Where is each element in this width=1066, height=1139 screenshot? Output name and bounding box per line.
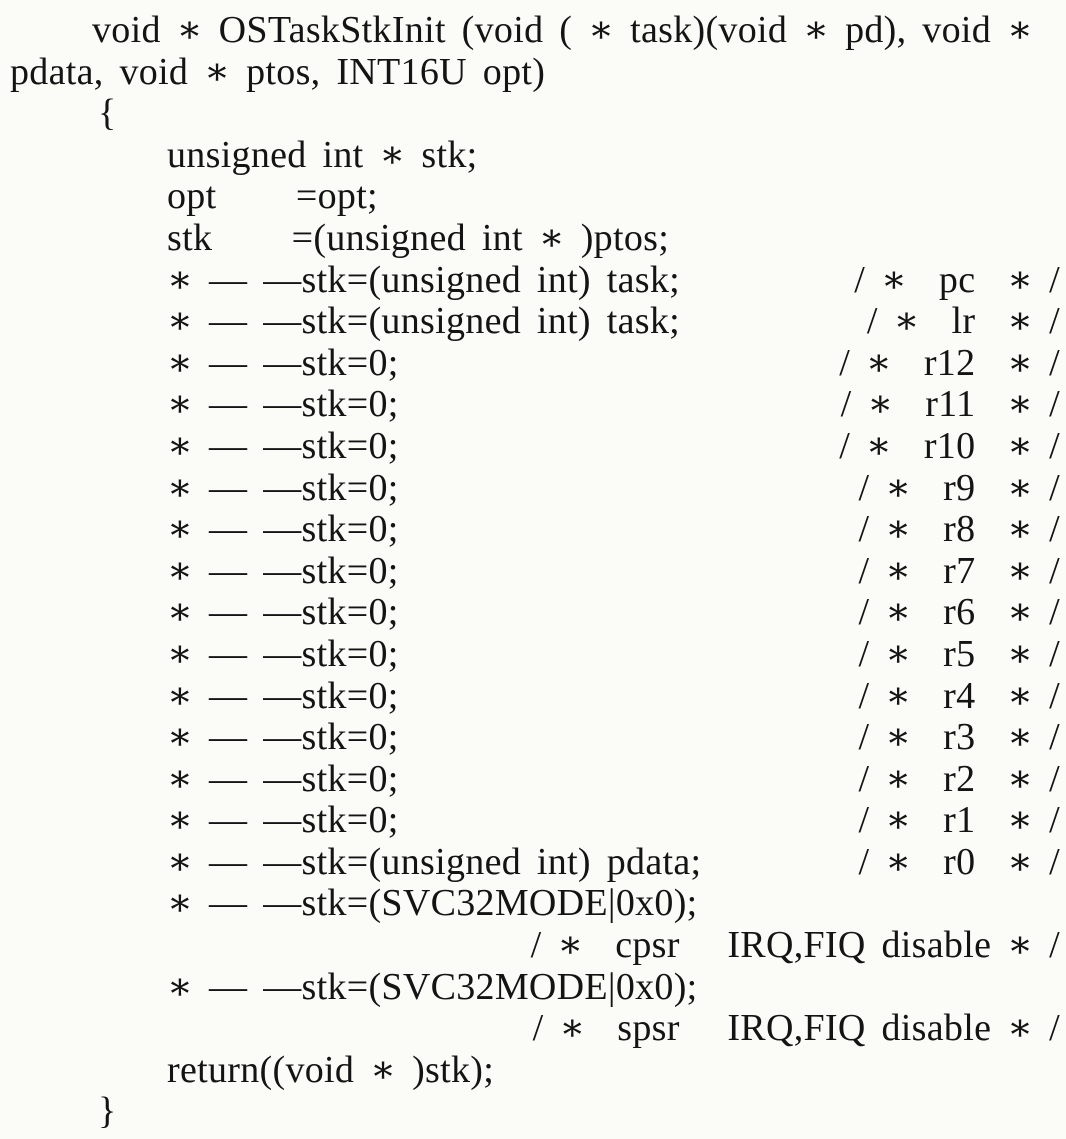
code-text: unsigned int ∗ stk; — [167, 133, 478, 176]
code-line — [0, 301, 1066, 343]
open-brace: { — [98, 92, 117, 135]
code-line — [0, 634, 1066, 676]
inline-comment: / ∗ r5 ∗ / — [858, 632, 1060, 675]
code-text: ∗ — —stk=0; — [167, 757, 399, 800]
code-line — [0, 759, 1066, 801]
inline-comment: / ∗ r12 ∗ / — [839, 341, 1060, 384]
code-text: void ∗ OSTaskStkInit (void ( ∗ task)(void ∗ pd), void ∗ — [92, 9, 1034, 51]
code-line — [0, 1008, 1066, 1050]
code-line — [0, 1091, 1066, 1133]
code-line — [0, 842, 1066, 884]
code-text: ∗ — —stk=0; — [167, 466, 399, 509]
inline-comment: / ∗ r1 ∗ / — [858, 799, 1060, 842]
code-line — [0, 468, 1066, 510]
inline-comment: / ∗ r7 ∗ / — [858, 549, 1060, 592]
code-line — [0, 135, 1066, 177]
inline-comment: / ∗ r6 ∗ / — [858, 591, 1060, 634]
code-text: return((void ∗ )stk); — [167, 1048, 495, 1091]
code-text: ∗ — —stk=0; — [167, 508, 399, 551]
code-line — [0, 176, 1066, 218]
code-text: ∗ — —stk=0; — [167, 632, 399, 675]
code-line — [0, 967, 1066, 1009]
code-line — [0, 10, 1066, 52]
code-line — [0, 592, 1066, 634]
code-line — [0, 509, 1066, 551]
code-line — [0, 218, 1066, 260]
code-line — [0, 52, 1066, 94]
code-text: ∗ — —stk=(unsigned int) task; — [167, 300, 681, 343]
code-text: ∗ — —stk=0; — [167, 424, 399, 467]
code-line — [0, 93, 1066, 135]
inline-comment: / ∗ r0 ∗ / — [858, 840, 1060, 883]
code-line — [0, 676, 1066, 718]
code-text: opt =opt; — [167, 175, 378, 218]
code-text: ∗ — —stk=(SVC32MODE|0x0); — [167, 882, 698, 925]
code-line — [0, 883, 1066, 925]
code-text: ∗ — —stk=0; — [167, 674, 399, 717]
code-line — [0, 426, 1066, 468]
wrapped-comment: / ∗ spsr IRQ,FIQ disable ∗ / — [532, 1007, 1060, 1050]
code-text: ∗ — —stk=0; — [167, 341, 399, 384]
code-line — [0, 551, 1066, 593]
inline-comment: / ∗ r9 ∗ / — [858, 466, 1060, 509]
code-line — [0, 925, 1066, 967]
wrapped-comment: / ∗ cpsr IRQ,FIQ disable ∗ / — [530, 924, 1060, 967]
code-text: ∗ — —stk=0; — [167, 549, 399, 592]
code-text: ∗ — —stk=0; — [167, 591, 399, 634]
inline-comment: / ∗ r4 ∗ / — [858, 674, 1060, 717]
code-line — [0, 343, 1066, 385]
inline-comment: / ∗ r11 ∗ / — [840, 383, 1060, 426]
code-text: ∗ — —stk=(unsigned int) pdata; — [167, 840, 702, 883]
inline-comment: / ∗ r8 ∗ / — [858, 508, 1060, 551]
code-text: stk =(unsigned int ∗ )ptos; — [167, 216, 670, 259]
code-text: ∗ — —stk=0; — [167, 799, 399, 842]
code-line — [0, 717, 1066, 759]
close-brace: } — [98, 1090, 117, 1133]
inline-comment: / ∗ r3 ∗ / — [858, 716, 1060, 759]
code-text: ∗ — —stk=(unsigned int) task; — [167, 258, 681, 301]
code-text: ∗ — —stk=(SVC32MODE|0x0); — [167, 965, 698, 1008]
code-line — [0, 384, 1066, 426]
inline-comment: / ∗ lr ∗ / — [866, 300, 1060, 343]
code-line — [0, 800, 1066, 842]
inline-comment: / ∗ r2 ∗ / — [858, 757, 1060, 800]
code-line — [0, 260, 1066, 302]
code-line — [0, 1050, 1066, 1092]
code-text: ∗ — —stk=0; — [167, 716, 399, 759]
inline-comment: / ∗ r10 ∗ / — [839, 424, 1060, 467]
inline-comment: / ∗ pc ∗ / — [854, 258, 1060, 301]
code-text: pdata, void ∗ ptos, INT16U opt) — [10, 50, 546, 93]
code-text: ∗ — —stk=0; — [167, 383, 399, 426]
